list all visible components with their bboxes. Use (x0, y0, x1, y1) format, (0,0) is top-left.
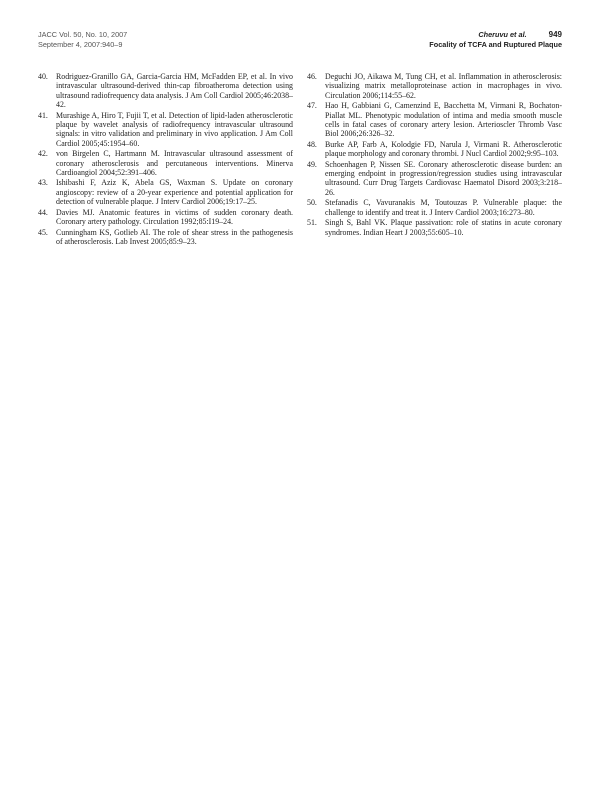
reference-text: Ishibashi F, Aziz K, Abela GS, Waxman S. Update on coronary angioscopy: review of a 20-year experience and potential application for detection of vulnerable plaque. J Interv Cardiol 2006;19:17–25. (56, 178, 293, 207)
running-header (429, 30, 562, 49)
page-header (38, 30, 562, 56)
reference-number: 50. (307, 198, 317, 208)
reference-item (307, 101, 562, 139)
reference-item (307, 218, 562, 237)
reference-number: 45. (38, 227, 48, 237)
reference-text: Burke AP, Farb A, Kolodgie FD, Narula J, Virmani R. Atherosclerotic plaque morphology and coronary thrombi. J Nucl Cardiol 2002;9:95–103. (325, 139, 562, 159)
reference-item (38, 178, 293, 206)
reference-item (307, 198, 562, 217)
reference-number: 51. (307, 218, 317, 228)
journal-date-pages: September 4, 2007:940–9 (38, 39, 123, 49)
reference-item (307, 140, 562, 159)
reference-item (307, 160, 562, 198)
reference-number: 48. (307, 139, 317, 149)
reference-text: von Birgelen C, Hartmann M. Intravascular ultrasound assessment of coronary atherosclerosis and percutaneous interventions. Minerva Cardioangiol 2004;52:391–406. (56, 149, 293, 178)
reference-number: 41. (38, 110, 48, 120)
reference-item (307, 72, 562, 100)
reference-text: Singh S, Bahl VK. Plaque passivation: role of statins in acute coronary syndromes. Indian Heart J 2003;55:605–10. (325, 218, 562, 237)
reference-text: Murashige A, Hiro T, Fujii T, et al. Detection of lipid-laden atherosclerotic plaque by wavelet analysis of radiofrequency intravascular ultrasound signals: in vitro validation and preliminary in vivo application. J Am Coll Cardiol 2005;45:1954–60. (56, 110, 293, 148)
reference-column-left (38, 72, 293, 247)
reference-text: Schoenhagen P, Nissen SE. Coronary atherosclerotic disease burden: an emerging endpoint in progression/regression studies using intravascular ultrasound. Curr Drug Targets Cardiovasc Haematol Disord 2003;3:218–26. (325, 159, 562, 197)
reference-number: 49. (307, 159, 317, 169)
running-authors: Cheruvu et al. (478, 30, 527, 39)
journal-info (38, 30, 127, 49)
reference-item (38, 208, 293, 227)
journal-volume: JACC Vol. 50, No. 10, 2007 (38, 30, 128, 39)
reference-number: 42. (38, 149, 48, 159)
reference-text: Stefanadis C, Vavuranakis M, Toutouzas P. Vulnerable plaque: the challenge to identify and treat it. J Interv Cardiol 2003;16:273–80. (325, 198, 562, 217)
reference-text: Rodriguez-Granillo GA, Garcia-Garcia HM, McFadden EP, et al. In vivo intravascular ultrasound-derived thin-cap fibroatheroma detection using ultrasound radiofrequency data analysis. J Am Coll Cardiol 2005;46:2038–42. (56, 72, 293, 110)
page-number: 949 (548, 30, 562, 39)
running-title: Focality of TCFA and Ruptured Plaque (429, 39, 562, 49)
reference-column-right (307, 72, 562, 238)
reference-item (38, 111, 293, 149)
reference-number: 43. (38, 178, 48, 188)
reference-number: 46. (307, 72, 317, 81)
reference-number: 40. (38, 72, 48, 81)
reference-text: Hao H, Gabbiani G, Camenzind E, Bacchetta M, Virmani R, Bochaton-Piallat ML. Phenotypic modulation of intima and media smooth muscle cells in fatal cases of coronary artery lesion. Arterioscler Thromb Vasc Biol 2006;26:326–32. (325, 101, 562, 139)
reference-item (38, 149, 293, 177)
reference-text: Cunningham KS, Gotlieb AI. The role of shear stress in the pathogenesis of atherosclerosis. Lab Invest 2005;85:9–23. (56, 227, 293, 246)
reference-number: 44. (38, 207, 48, 217)
reference-text: Davies MJ. Anatomic features in victims of sudden coronary death. Coronary artery pathology. Circulation 1992;85:I19–24. (56, 207, 293, 227)
reference-number: 47. (307, 101, 317, 111)
reference-item (38, 72, 293, 110)
reference-text: Deguchi JO, Aikawa M, Tung CH, et al. Inflammation in atherosclerosis: visualizing matrix metalloproteinase action in macrophages in vivo. Circulation 2006;114:55–62. (325, 72, 562, 100)
reference-item (38, 228, 293, 247)
